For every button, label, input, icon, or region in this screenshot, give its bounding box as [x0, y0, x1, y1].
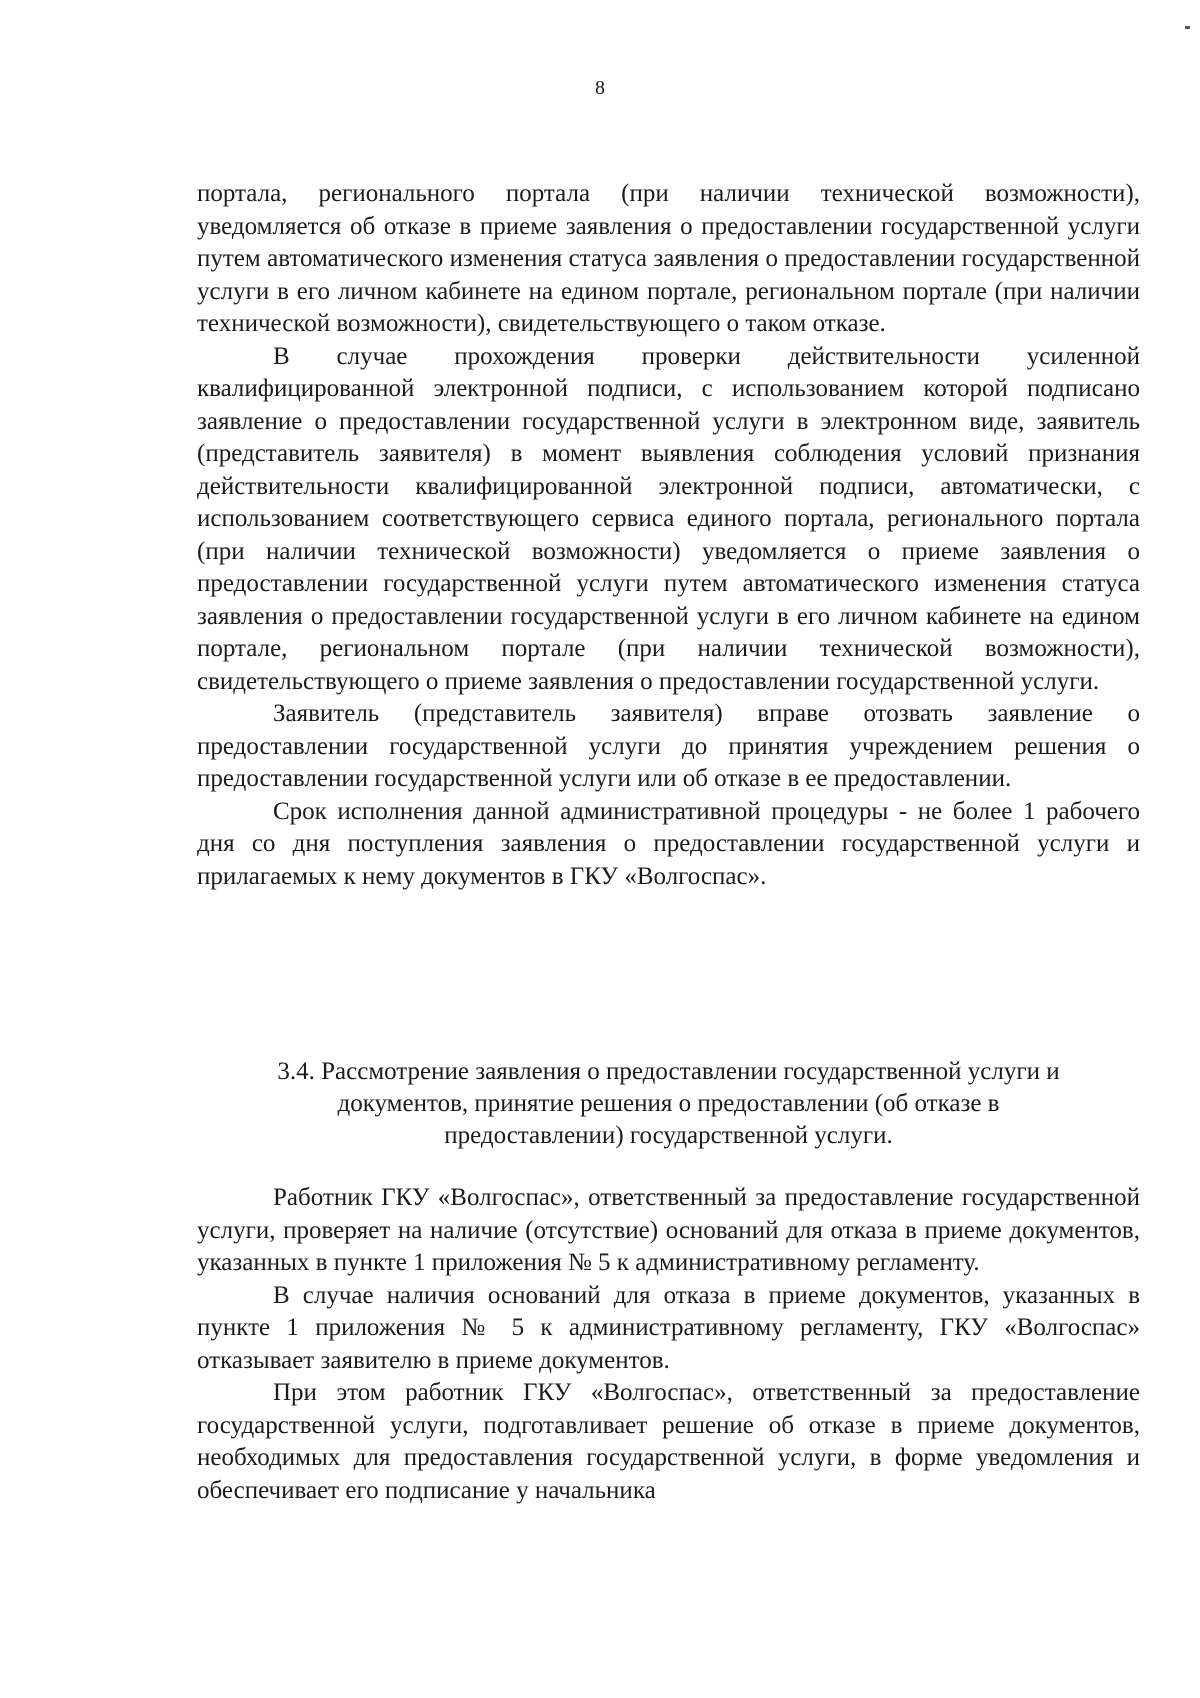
section-heading	[197, 1056, 1140, 1152]
section-heading-line: предоставлении) государственной услуги.	[444, 1122, 893, 1149]
text-block-1	[197, 178, 1140, 893]
paragraph: В случае наличия оснований для отказа в приеме документов, указанных в пункте 1 приложения № 5 к административному регламенту, ГКУ «Волгоспас» отказывает заявителю в приеме документов.	[197, 1281, 1140, 1374]
paragraph: В случае прохождения проверки действительности усиленной квалифицированной электронной подписи, с использованием которой подписано заявление о предоставлении государственной услуги в электронном виде, заявитель (представитель заявителя) в момент выявления соблюдения условий признания действительности квалифицированной электронной подписи, автоматически, с использованием соответствующего сервиса единого портала, регионального портала (при наличии технической возможности) уведомляется о приеме заявления о предоставлении государственной услуги путем автоматического изменения статуса заявления о предоставлении государственной услуги в его личном кабинете на едином портале, региональном портале (при наличии технической возможности), свидетельствующего о приеме заявления о предоставлении государственной услуги.	[197, 342, 1140, 695]
section-heading-line: 3.4. Рассмотрение заявления о предоставлении государственной услуги и	[277, 1058, 1060, 1085]
paragraph: При этом работник ГКУ «Волгоспас», ответственный за предоставление государственной услуги, подготавливает решение об отказе в приеме документов, необходимых для предоставления государственной услуги, в форме уведомления и обеспечивает его подписание у начальника	[197, 1379, 1140, 1504]
text-block-2	[197, 1182, 1140, 1507]
paragraph: Заявитель (представитель заявителя) вправе отозвать заявление о предоставлении государственной услуги до принятия учреждением решения о предоставлении государственной услуги или об отказе в ее предоставлении.	[197, 700, 1140, 792]
page-number: 8	[595, 77, 605, 99]
section-heading-line: документов, принятие решения о предоставлении (об отказе в	[337, 1090, 1000, 1117]
scan-mark	[1185, 26, 1190, 29]
paragraph: Работник ГКУ «Волгоспас», ответственный за предоставление государственной услуги, проверяет на наличие (отсутствие) оснований для отказа в приеме документов, указанных в пункте 1 приложения № 5 к административному регламенту.	[197, 1184, 1140, 1276]
paragraph: Срок исполнения данной административной процедуры - не более 1 рабочего дня со дня поступления заявления о предоставлении государственной услуги и прилагаемых к нему документов в ГКУ «Волгоспас».	[197, 797, 1140, 890]
paragraph: портала, регионального портала (при наличии технической возможности), уведомляется об отказе в приеме заявления о предоставлении государственной услуги путем автоматического изменения статуса заявления о предоставлении государственной услуги в его личном кабинете на едином портале, региональном портале (при наличии технической возможности), свидетельствующего о таком отказе.	[197, 180, 1140, 337]
